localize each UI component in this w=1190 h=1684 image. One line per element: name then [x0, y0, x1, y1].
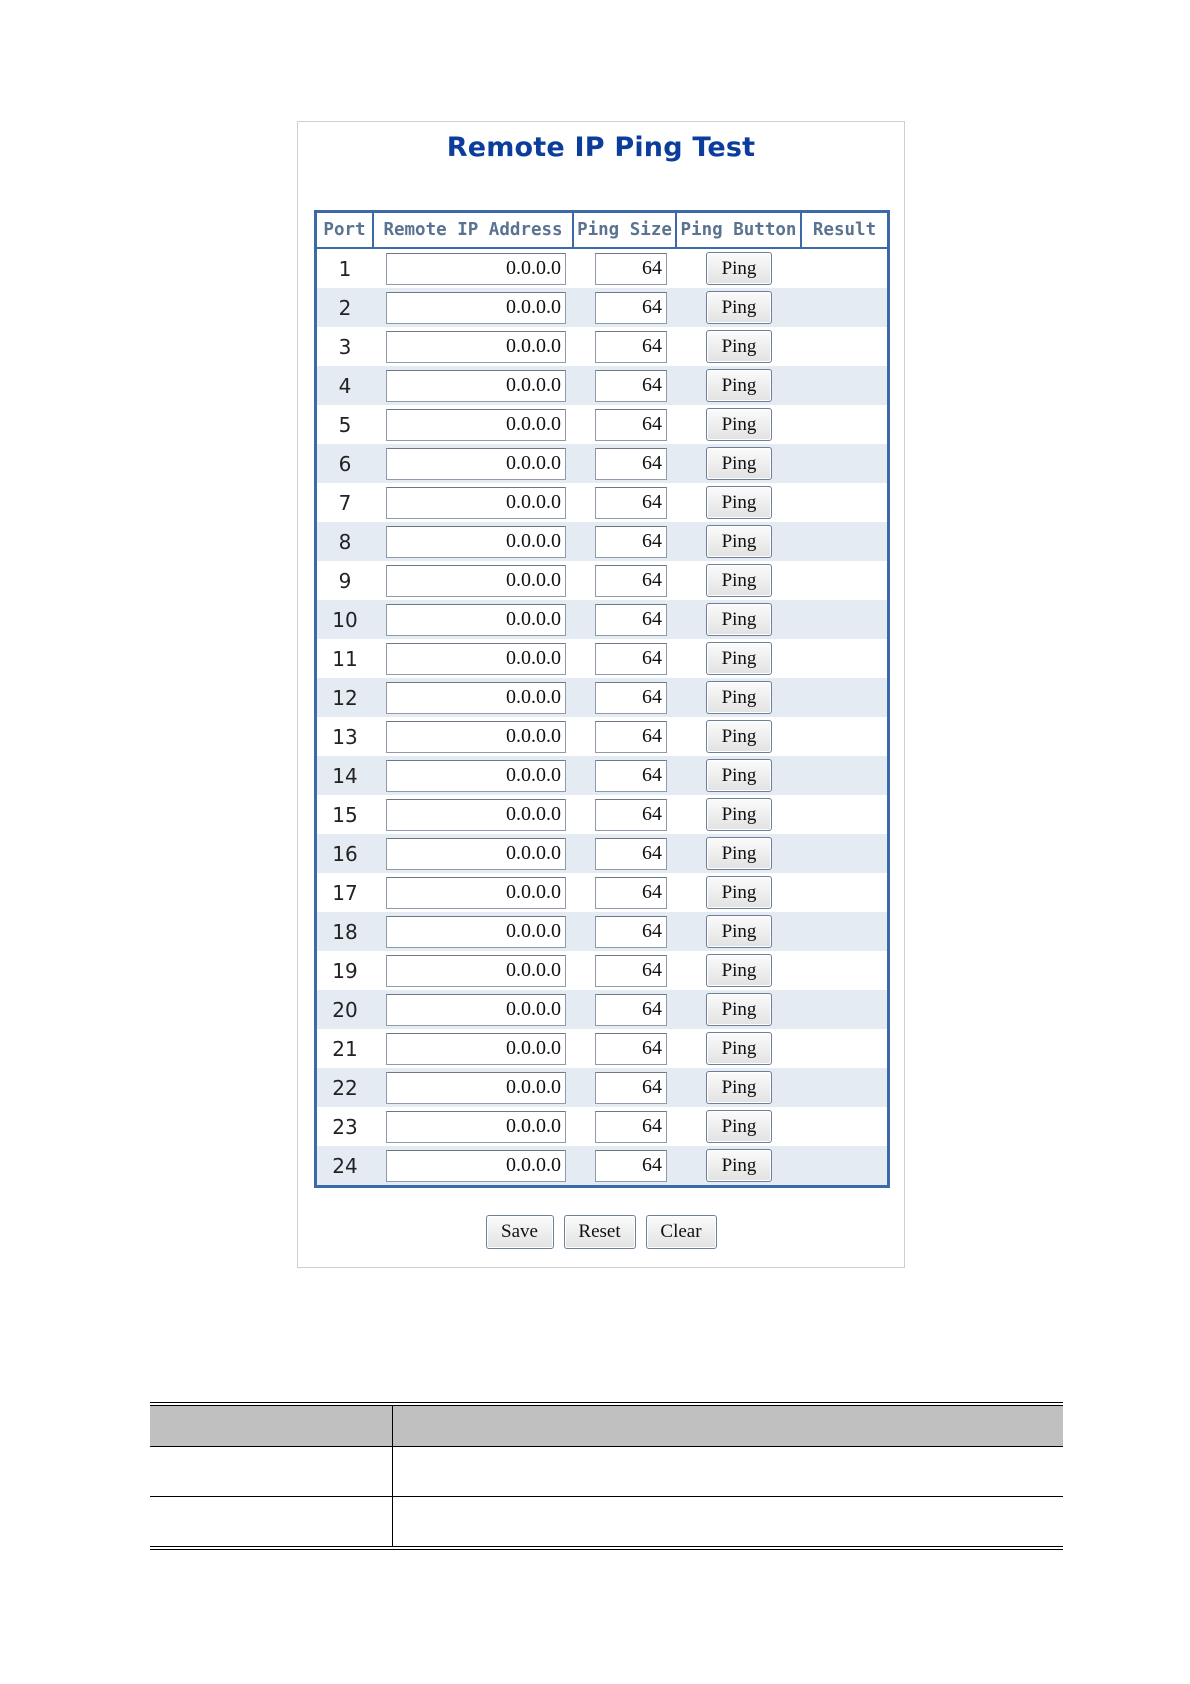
remote-ip-cell [373, 834, 573, 873]
ping-button-cell [676, 366, 801, 405]
remote-ip-cell [373, 717, 573, 756]
table-row [317, 795, 887, 834]
table-row [317, 366, 887, 405]
ping-button[interactable]: Ping [706, 486, 772, 519]
column-header-remote-ip: Remote IP Address [373, 213, 573, 248]
result-cell [801, 522, 887, 561]
result-cell [801, 873, 887, 912]
ping-size-cell [573, 600, 676, 639]
table-row [317, 639, 887, 678]
ping-size-cell [573, 990, 676, 1029]
ping-button-cell [676, 912, 801, 951]
port-number: 21 [332, 1036, 358, 1061]
description-table-row [150, 1447, 1063, 1497]
ping-table [314, 210, 890, 1188]
ping-size-cell [573, 444, 676, 483]
ping-size-input[interactable] [595, 955, 667, 987]
ping-button-cell [676, 951, 801, 990]
result-cell [801, 1107, 887, 1146]
remote-ip-input[interactable] [386, 838, 566, 870]
table-row [317, 756, 887, 795]
table-header-row [317, 213, 887, 248]
description-header-cell-description [393, 1406, 1063, 1446]
result-cell [801, 600, 887, 639]
port-number: 15 [332, 802, 358, 827]
ping-size-cell [573, 678, 676, 717]
ping-button[interactable]: Ping [706, 291, 772, 324]
form-buttons [298, 1215, 904, 1249]
remote-ip-cell [373, 639, 573, 678]
table-row [317, 1146, 887, 1185]
port-number: 5 [338, 412, 352, 437]
ping-button-cell [676, 756, 801, 795]
ping-button-cell [676, 873, 801, 912]
ping-size-input[interactable] [595, 1150, 667, 1182]
result-cell [801, 561, 887, 600]
table-row [317, 951, 887, 990]
remote-ip-input[interactable] [386, 877, 566, 909]
ping-button[interactable]: Ping [706, 876, 772, 909]
ping-size-cell [573, 248, 676, 288]
remote-ip-cell [373, 912, 573, 951]
ping-button[interactable]: Ping [706, 837, 772, 870]
ping-button[interactable]: Ping [706, 408, 772, 441]
table-row [317, 873, 887, 912]
port-number: 1 [338, 256, 352, 281]
remote-ip-cell [373, 990, 573, 1029]
ping-button[interactable]: Ping [706, 1071, 772, 1104]
ping-button[interactable]: Ping [706, 369, 772, 402]
table-row [317, 834, 887, 873]
ping-button[interactable]: Ping [706, 1149, 772, 1182]
port-number: 4 [317, 366, 373, 405]
result-cell [801, 1146, 887, 1185]
remote-ip-cell [373, 951, 573, 990]
table-row [317, 912, 887, 951]
description-cell [393, 1497, 1063, 1546]
ping-button-cell [676, 1029, 801, 1068]
ping-button-cell [676, 990, 801, 1029]
result-cell [801, 1068, 887, 1107]
ping-button-cell [676, 795, 801, 834]
ping-button-cell [676, 248, 801, 288]
table-row [317, 1029, 887, 1068]
ping-size-input[interactable] [595, 1072, 667, 1104]
column-header-port: Port [317, 213, 373, 248]
result-cell [801, 444, 887, 483]
ping-test-panel [297, 121, 905, 1268]
remote-ip-cell [373, 248, 573, 288]
ping-size-cell [573, 951, 676, 990]
remote-ip-input[interactable] [386, 994, 566, 1026]
remote-ip-cell [373, 522, 573, 561]
ping-size-input[interactable] [595, 292, 667, 324]
port-number: 6 [317, 444, 373, 483]
remote-ip-cell [373, 483, 573, 522]
remote-ip-input[interactable] [386, 565, 566, 597]
ping-size-cell [573, 1068, 676, 1107]
result-cell [801, 834, 887, 873]
ping-size-cell [573, 912, 676, 951]
ping-size-cell [573, 795, 676, 834]
table-row [317, 990, 887, 1029]
table-row [317, 561, 887, 600]
description-cell [150, 1447, 393, 1496]
remote-ip-input[interactable] [386, 1033, 566, 1065]
table-row [317, 717, 887, 756]
remote-ip-input[interactable] [386, 760, 566, 792]
ping-button-cell [676, 1107, 801, 1146]
table-row [317, 405, 887, 444]
result-cell [801, 405, 887, 444]
ping-size-input[interactable] [595, 799, 667, 831]
ping-size-input[interactable] [595, 409, 667, 441]
ping-button-cell [676, 600, 801, 639]
reset-button[interactable]: Reset [564, 1215, 636, 1249]
result-cell [801, 327, 887, 366]
remote-ip-cell [373, 600, 573, 639]
port-number: 12 [317, 678, 373, 717]
ping-button-cell [676, 639, 801, 678]
ping-size-cell [573, 561, 676, 600]
table-row [317, 1068, 887, 1107]
port-number: 8 [317, 522, 373, 561]
ping-size-input[interactable] [595, 487, 667, 519]
result-cell [801, 795, 887, 834]
table-row [317, 483, 887, 522]
ping-button[interactable]: Ping [706, 1032, 772, 1065]
column-header-ping-size: Ping Size [573, 213, 676, 248]
ping-size-cell [573, 288, 676, 327]
ping-size-cell [573, 522, 676, 561]
remote-ip-cell [373, 366, 573, 405]
ping-button[interactable]: Ping [706, 798, 772, 831]
remote-ip-input[interactable] [386, 916, 566, 948]
ping-button-cell [676, 1068, 801, 1107]
clear-button[interactable]: Clear [646, 1215, 717, 1249]
remote-ip-input[interactable] [386, 682, 566, 714]
ping-size-cell [573, 1146, 676, 1185]
result-cell [801, 678, 887, 717]
ping-button[interactable]: Ping [706, 915, 772, 948]
remote-ip-cell [373, 873, 573, 912]
ping-size-input[interactable] [595, 916, 667, 948]
ping-size-input[interactable] [595, 877, 667, 909]
ping-button[interactable]: Ping [706, 603, 772, 636]
port-number: 10 [317, 600, 373, 639]
result-cell [801, 1029, 887, 1068]
table-row [317, 248, 887, 288]
remote-ip-cell [373, 1146, 573, 1185]
column-header-ping-button: Ping Button [676, 213, 801, 248]
remote-ip-input[interactable] [386, 799, 566, 831]
result-cell [801, 248, 887, 288]
ping-size-input[interactable] [595, 253, 667, 285]
ping-button[interactable]: Ping [706, 252, 772, 285]
ping-size-cell [573, 717, 676, 756]
ping-size-cell [573, 873, 676, 912]
remote-ip-cell [373, 795, 573, 834]
column-header-result: Result [801, 213, 887, 248]
ping-button-cell [676, 288, 801, 327]
ping-button[interactable]: Ping [706, 720, 772, 753]
remote-ip-input[interactable] [386, 955, 566, 987]
description-table [150, 1402, 1063, 1550]
remote-ip-cell [373, 327, 573, 366]
ping-size-input[interactable] [595, 565, 667, 597]
port-number: 13 [332, 724, 358, 749]
result-cell [801, 951, 887, 990]
ping-button-cell [676, 405, 801, 444]
remote-ip-cell [373, 444, 573, 483]
remote-ip-input[interactable] [386, 331, 566, 363]
remote-ip-input[interactable] [386, 370, 566, 402]
remote-ip-cell [373, 756, 573, 795]
ping-size-cell [573, 1107, 676, 1146]
ping-button-cell [676, 717, 801, 756]
ping-button[interactable]: Ping [706, 954, 772, 987]
remote-ip-input[interactable] [386, 448, 566, 480]
result-cell [801, 483, 887, 522]
description-header-cell-object [150, 1406, 393, 1446]
port-number: 23 [332, 1114, 358, 1139]
table-row [317, 1107, 887, 1146]
ping-size-input[interactable] [595, 760, 667, 792]
ping-size-cell [573, 1029, 676, 1068]
table-row [317, 444, 887, 483]
ping-button-cell [676, 834, 801, 873]
ping-button-cell [676, 522, 801, 561]
ping-button-cell [676, 678, 801, 717]
remote-ip-input[interactable] [386, 526, 566, 558]
remote-ip-cell [373, 1029, 573, 1068]
ping-size-cell [573, 756, 676, 795]
ping-size-input[interactable] [595, 1033, 667, 1065]
table-row [317, 522, 887, 561]
ping-button[interactable]: Ping [706, 759, 772, 792]
table-row [317, 288, 887, 327]
result-cell [801, 756, 887, 795]
ping-button-cell [676, 1146, 801, 1185]
port-number: 20 [317, 990, 373, 1029]
ping-size-input[interactable] [595, 604, 667, 636]
table-row [317, 600, 887, 639]
ping-button[interactable]: Ping [706, 1110, 772, 1143]
remote-ip-cell [373, 405, 573, 444]
port-number: 3 [338, 334, 352, 359]
remote-ip-cell [373, 1107, 573, 1146]
ping-size-cell [573, 639, 676, 678]
ping-size-cell [573, 366, 676, 405]
ping-button[interactable]: Ping [706, 447, 772, 480]
remote-ip-input[interactable] [386, 1111, 566, 1143]
result-cell [801, 366, 887, 405]
port-number: 22 [317, 1068, 373, 1107]
ping-size-input[interactable] [595, 1111, 667, 1143]
ping-size-input[interactable] [595, 643, 667, 675]
port-number: 9 [338, 568, 352, 593]
ping-size-cell [573, 327, 676, 366]
description-cell [150, 1497, 393, 1546]
remote-ip-input[interactable] [386, 604, 566, 636]
remote-ip-input[interactable] [386, 1072, 566, 1104]
result-cell [801, 990, 887, 1029]
result-cell [801, 288, 887, 327]
ping-size-input[interactable] [595, 838, 667, 870]
remote-ip-input[interactable] [386, 721, 566, 753]
port-number: 2 [317, 288, 373, 327]
ping-button-cell [676, 327, 801, 366]
remote-ip-cell [373, 1068, 573, 1107]
ping-size-cell [573, 405, 676, 444]
ping-button[interactable]: Ping [706, 642, 772, 675]
ping-size-input[interactable] [595, 994, 667, 1026]
ping-button-cell [676, 444, 801, 483]
result-cell [801, 639, 887, 678]
ping-size-input[interactable] [595, 331, 667, 363]
port-number: 14 [317, 756, 373, 795]
remote-ip-cell [373, 678, 573, 717]
ping-size-cell [573, 834, 676, 873]
ping-button[interactable]: Ping [706, 993, 772, 1026]
ping-button[interactable]: Ping [706, 525, 772, 558]
description-cell [393, 1447, 1063, 1496]
description-table-header [150, 1406, 1063, 1447]
table-row [317, 678, 887, 717]
remote-ip-input[interactable] [386, 253, 566, 285]
ping-button[interactable]: Ping [706, 564, 772, 597]
result-cell [801, 912, 887, 951]
ping-button[interactable]: Ping [706, 681, 772, 714]
result-cell [801, 717, 887, 756]
remote-ip-input[interactable] [386, 409, 566, 441]
port-number: 19 [332, 958, 358, 983]
description-table-row [150, 1497, 1063, 1546]
table-body [317, 248, 887, 1185]
port-number: 18 [317, 912, 373, 951]
table-row [317, 327, 887, 366]
save-button[interactable]: Save [486, 1215, 554, 1249]
remote-ip-input[interactable] [386, 1150, 566, 1182]
ping-size-input[interactable] [595, 526, 667, 558]
remote-ip-input[interactable] [386, 643, 566, 675]
port-number: 11 [332, 646, 358, 671]
ping-size-input[interactable] [595, 448, 667, 480]
port-number: 7 [338, 490, 352, 515]
remote-ip-cell [373, 288, 573, 327]
ping-size-input[interactable] [595, 370, 667, 402]
port-number: 24 [317, 1146, 373, 1185]
ping-button-cell [676, 561, 801, 600]
ping-button-cell [676, 483, 801, 522]
remote-ip-input[interactable] [386, 292, 566, 324]
port-number: 16 [317, 834, 373, 873]
remote-ip-cell [373, 561, 573, 600]
page-title: Remote IP Ping Test [446, 132, 756, 163]
remote-ip-input[interactable] [386, 487, 566, 519]
port-number: 17 [332, 880, 358, 905]
ping-size-input[interactable] [595, 682, 667, 714]
ping-button[interactable]: Ping [706, 330, 772, 363]
ping-size-cell [573, 483, 676, 522]
ping-size-input[interactable] [595, 721, 667, 753]
